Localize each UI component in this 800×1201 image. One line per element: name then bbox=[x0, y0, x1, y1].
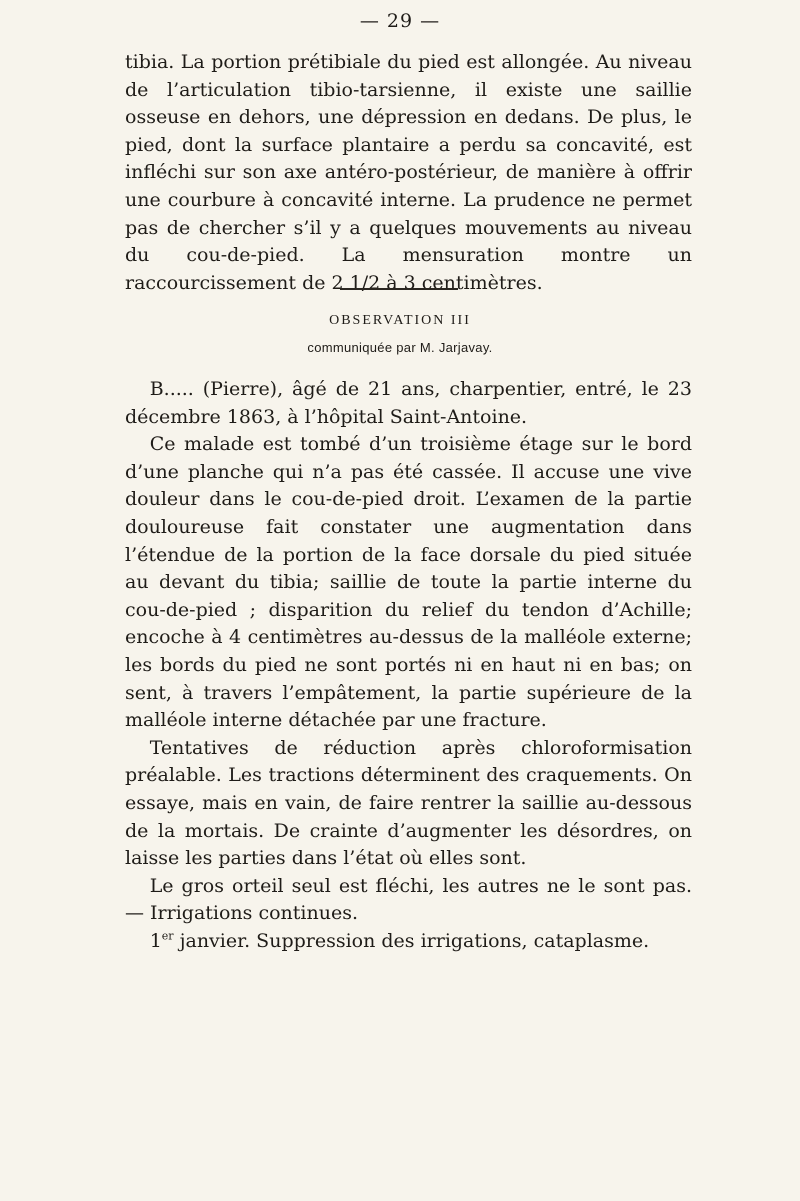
case-intro: B..... (Pierre), âgé de 21 ans, charpentier, entré, le 23 décembre 1863, à l’hôpital Saint-Antoine. bbox=[125, 378, 692, 428]
observation-subtitle: communiquée par M. Jarjavay. bbox=[307, 340, 493, 355]
date-ordinal: er bbox=[161, 929, 174, 943]
date-rest: janvier. Suppression des irrigations, cataplasme. bbox=[173, 929, 650, 952]
date-day: 1 bbox=[149, 929, 162, 952]
paragraph-continued bbox=[125, 49, 692, 297]
case-report bbox=[125, 376, 692, 955]
observation-title: OBSERVATION III bbox=[329, 313, 471, 328]
page-number: — 29 — bbox=[359, 10, 441, 32]
case-paragraph-date bbox=[125, 928, 692, 956]
case-paragraph: Ce malade est tombé d’un troisième étage sur le bord d’une planche qui n’a pas été cassée. Il accuse une vive douleur dans le cou-de-pied droit. L’examen de la partie douloureuse fait constater une augmentation dans l’étendue de la portion de la face dorsale du pied située au devant du tibia; saillie de toute la partie interne du cou-de-pied ; disparition du relief du tendon d’Achille; encoche à 4 centimètres au-dessus de la malléole externe; les bords du pied ne sont portés ni en haut ni en bas; on sent, à travers l’empâtement, la partie supérieure de la malléole interne détachée par une fracture. bbox=[125, 433, 692, 732]
case-paragraph: Tentatives de réduction après chloroformisation préalable. Les tractions déterminent des craquements. On essaye, mais en vain, de faire rentrer la saillie au-dessous de la mortais. De crainte d’augmenter les désordres, on laisse les parties dans l’état où elles sont. bbox=[125, 736, 692, 870]
paragraph-text: tibia. La portion prétibiale du pied est allongée. Au niveau de l’articulation tibio-tarsienne, il existe une saillie osseuse en dehors, une dépression en dedans. De plus, le pied, dont la surface plantaire a perdu sa concavité, est infléchi sur son axe antéro-postérieur, de manière à offrir une courbure à concavité interne. La prudence ne permet pas de chercher s’il y a quelques mouvements au niveau du cou-de-pied. La mensuration montre un raccourcissement de 2 1/2 à 3 centimètres. bbox=[125, 51, 692, 294]
case-paragraph: Le gros orteil seul est fléchi, les autres ne le sont pas. — Irrigations continues. bbox=[125, 874, 692, 925]
section-divider bbox=[340, 288, 458, 290]
